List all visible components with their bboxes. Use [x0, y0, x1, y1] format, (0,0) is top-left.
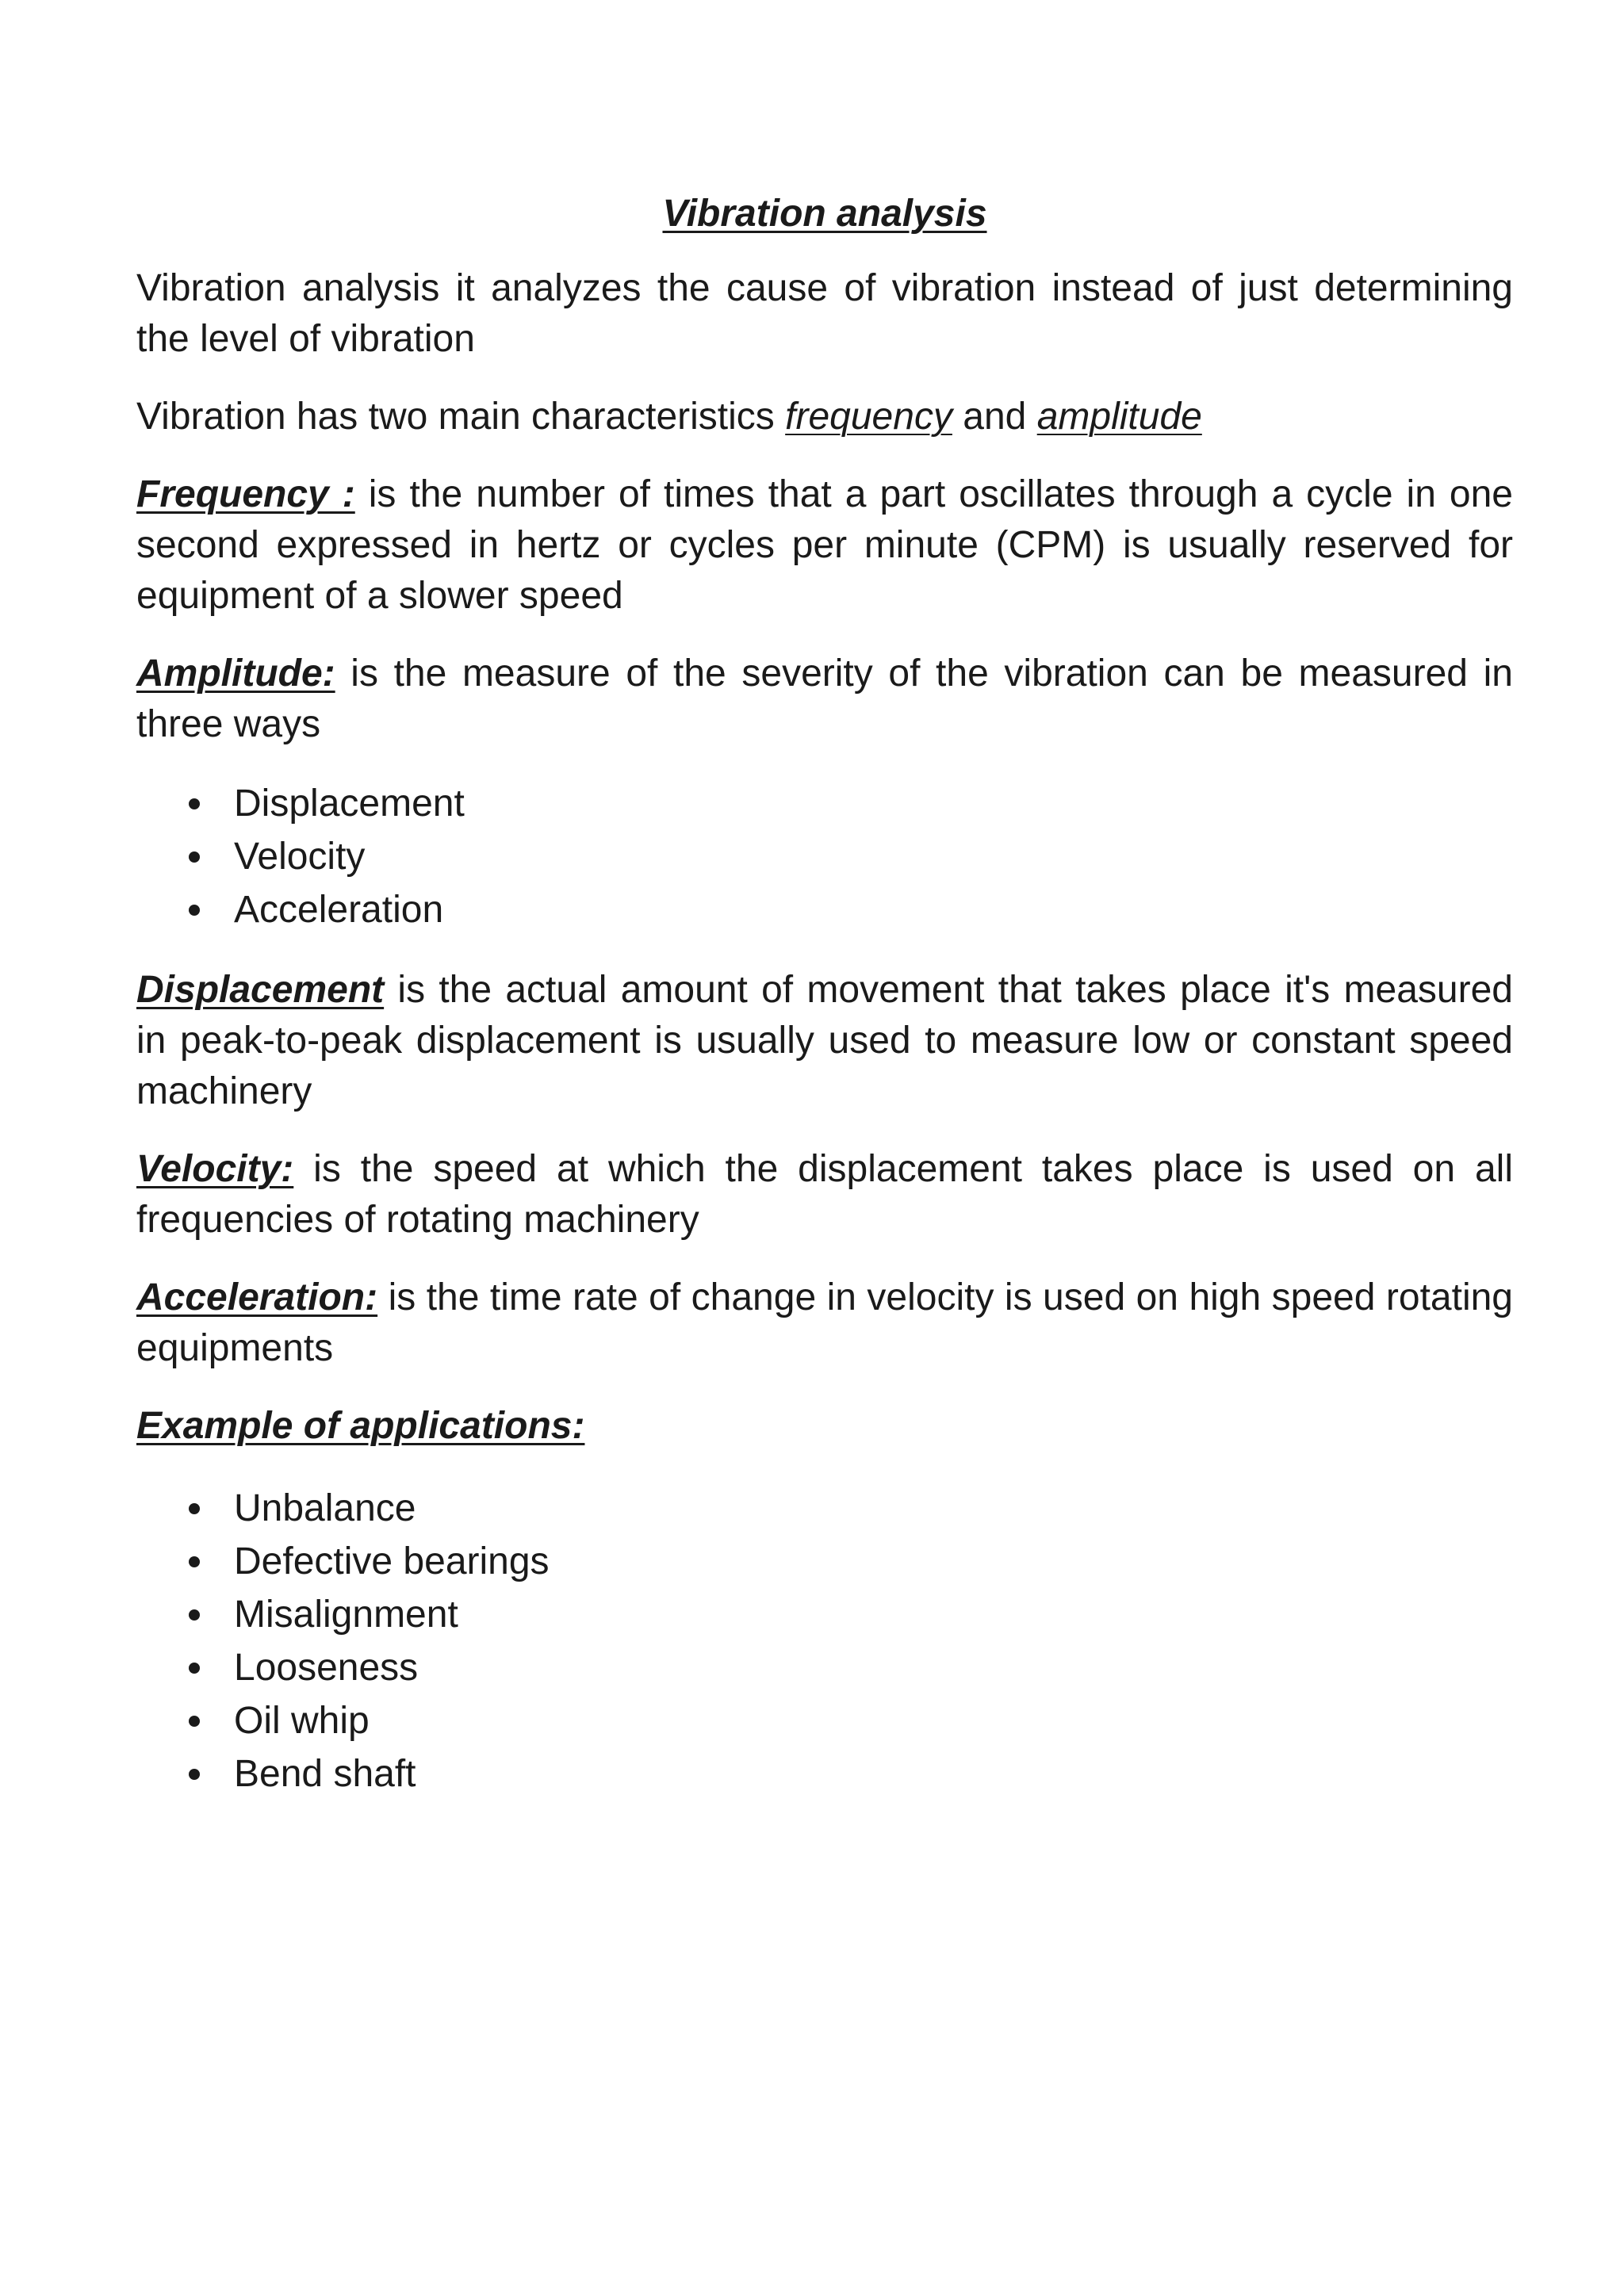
characteristics-prefix: Vibration has two main characteristics [136, 396, 786, 438]
amplitude-term: amplitude [1036, 396, 1202, 438]
document-title: Vibration analysis [662, 193, 987, 235]
applications-heading: Example of applications: [136, 1405, 585, 1447]
applications-list [136, 1482, 1513, 1800]
amplitude-ways-list [136, 777, 1513, 936]
list-item [136, 1694, 1513, 1747]
bullet-icon [189, 1609, 200, 1621]
list-item-label: Looseness [234, 1647, 419, 1689]
list-item [136, 1535, 1513, 1588]
acceleration-text: is the time rate of change in velocity is used on high speed rotating equipments [136, 1276, 1513, 1369]
list-item [136, 830, 1513, 883]
bullet-icon [189, 1503, 200, 1514]
intro-paragraph: Vibration analysis it analyzes the cause of vibration instead of just determining the level of vibration [136, 267, 1513, 360]
amplitude-heading: Amplitude: [136, 652, 335, 695]
list-item-label: Defective bearings [234, 1540, 550, 1582]
bullet-icon [189, 1716, 200, 1727]
list-item [136, 883, 1513, 936]
frequency-heading: Frequency : [136, 473, 355, 515]
list-item [136, 777, 1513, 830]
list-item-label: Unbalance [234, 1487, 416, 1529]
list-item-label: Velocity [234, 836, 366, 878]
list-item [136, 1641, 1513, 1694]
bullet-icon [189, 851, 200, 863]
list-item-label: Displacement [234, 783, 465, 825]
bullet-icon [189, 798, 200, 809]
list-item-label: Oil whip [234, 1700, 370, 1742]
amplitude-paragraph [136, 649, 1513, 750]
list-item-label: Acceleration [234, 889, 444, 931]
characteristics-middle: and [952, 396, 1037, 438]
displacement-heading: Displacement [136, 969, 385, 1011]
velocity-heading: Velocity: [136, 1148, 294, 1190]
characteristics-paragraph [136, 392, 1513, 442]
bullet-icon [189, 1769, 200, 1780]
list-item-label: Misalignment [234, 1594, 458, 1636]
velocity-text: is the speed at which the displacement takes place is used on all frequencies of rotating machinery [136, 1148, 1513, 1241]
list-item [136, 1482, 1513, 1535]
frequency-text: is the number of times that a part oscillates through a cycle in one second expressed in hertz or cycles per minute (CPM) is usually reserved for equipment of a slower speed [136, 473, 1514, 617]
amplitude-text: is the measure of the severity of the vibration can be measured in three ways [136, 652, 1513, 745]
list-item-label: Bend shaft [234, 1753, 416, 1795]
frequency-paragraph [136, 469, 1513, 622]
acceleration-paragraph [136, 1272, 1513, 1374]
document-page [136, 189, 1513, 1829]
velocity-paragraph [136, 1144, 1513, 1246]
frequency-term: frequency [785, 396, 952, 438]
bullet-icon [189, 905, 200, 916]
displacement-text: is the actual amount of movement that takes place it's measured in peak-to-peak displacement is usually used to measure low or constant speed machinery [136, 969, 1513, 1112]
displacement-paragraph [136, 965, 1513, 1117]
acceleration-heading: Acceleration: [136, 1276, 378, 1318]
list-item [136, 1747, 1513, 1800]
bullet-icon [189, 1663, 200, 1674]
list-item [136, 1588, 1513, 1641]
bullet-icon [189, 1556, 200, 1567]
